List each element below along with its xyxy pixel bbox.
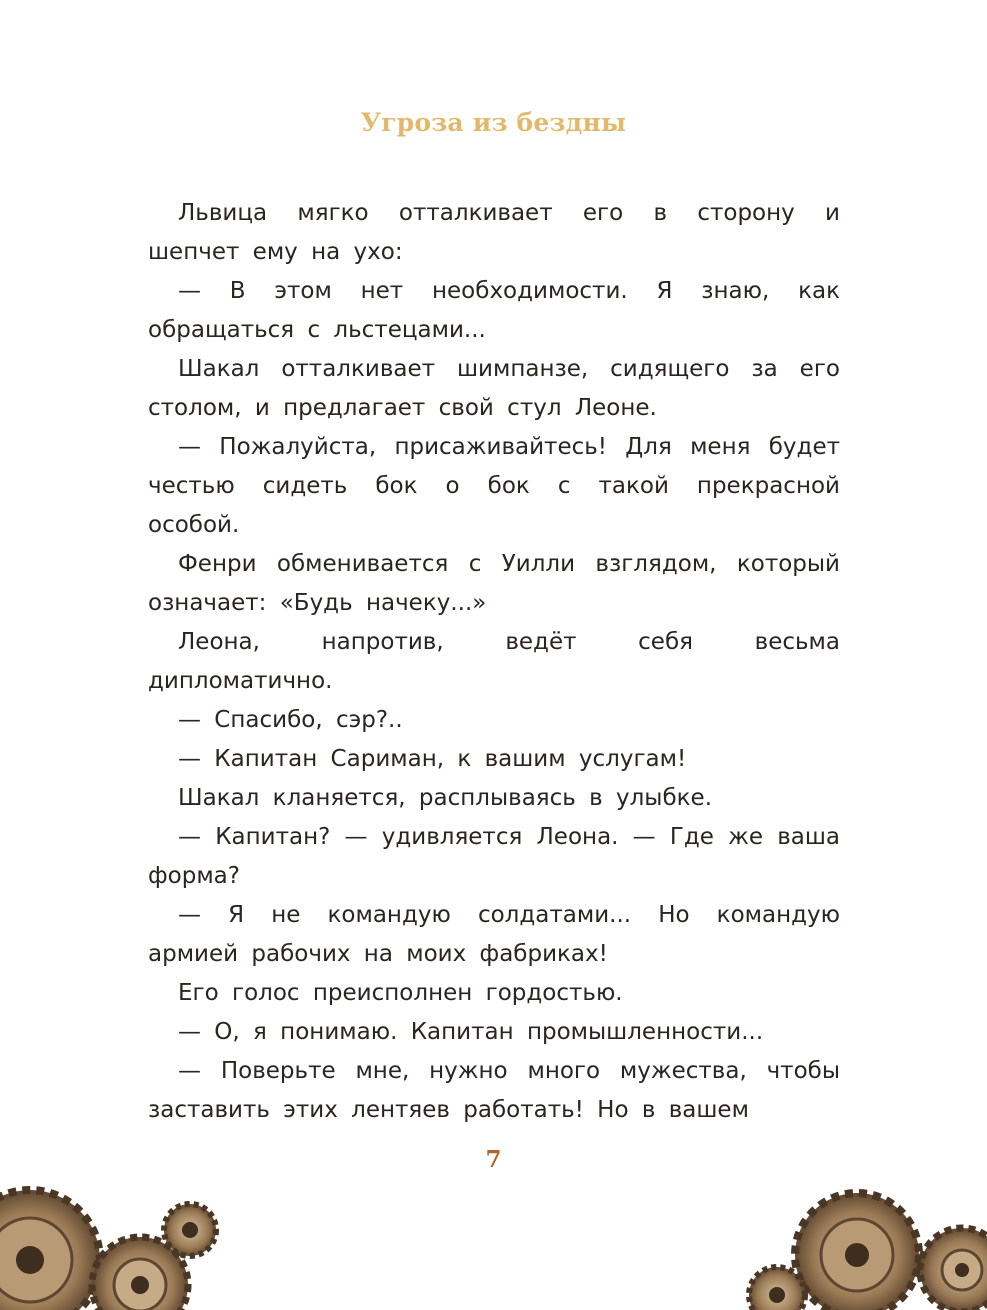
- gear-small: [164, 1204, 216, 1256]
- gear-large: [795, 1193, 919, 1310]
- paragraph: Его голос преисполнен гордостью.: [178, 980, 623, 1006]
- paragraph: Шакал кланяется, расплываясь в улыбке.: [178, 785, 713, 811]
- paragraph: — Поверьте мне, нужно много мужества, чтобы заставить этих лентяев работать! Но в вашем: [148, 1058, 840, 1123]
- gear-large: [0, 1190, 100, 1310]
- gears-icon: [747, 1160, 987, 1310]
- paragraph: — Пожалуйста, присаживайтесь! Для меня будет честью сидеть бок о бок с такой прекрасной особой.: [148, 434, 840, 538]
- paragraph: — Капитан Сариман, к вашим услугам!: [178, 746, 687, 772]
- running-header: Угроза из бездны: [360, 108, 627, 137]
- paragraph: — О, я понимаю. Капитан промышленности...: [178, 1019, 764, 1045]
- gear-medium: [920, 1228, 987, 1310]
- paragraph: Фенри обменивается с Уилли взглядом, который означает: «Будь начеку...»: [148, 551, 840, 616]
- paragraph: Шакал отталкивает шимпанзе, сидящего за его столом, и предлагает свой стул Леоне.: [148, 356, 840, 421]
- paragraph: Львица мягко отталкивает его в сторону и шепчет ему на ухо:: [148, 200, 840, 265]
- paragraph: — Я не командую солдатами... Но командую армией рабочих на моих фабриках!: [148, 902, 840, 967]
- gear-small: [749, 1267, 805, 1310]
- paragraph: — Спасибо, сэр?..: [178, 707, 403, 733]
- paragraph: Леона, напротив, ведёт себя весьма дипломатично.: [148, 629, 840, 694]
- body-text: [148, 194, 840, 1130]
- paragraph: — В этом нет необходимости. Я знаю, как обращаться с льстецами...: [148, 278, 840, 343]
- paragraph: — Капитан? — удивляется Леона. — Где же ваша форма?: [148, 824, 840, 889]
- page-number: 7: [485, 1146, 502, 1173]
- gears-icon: [0, 1110, 230, 1310]
